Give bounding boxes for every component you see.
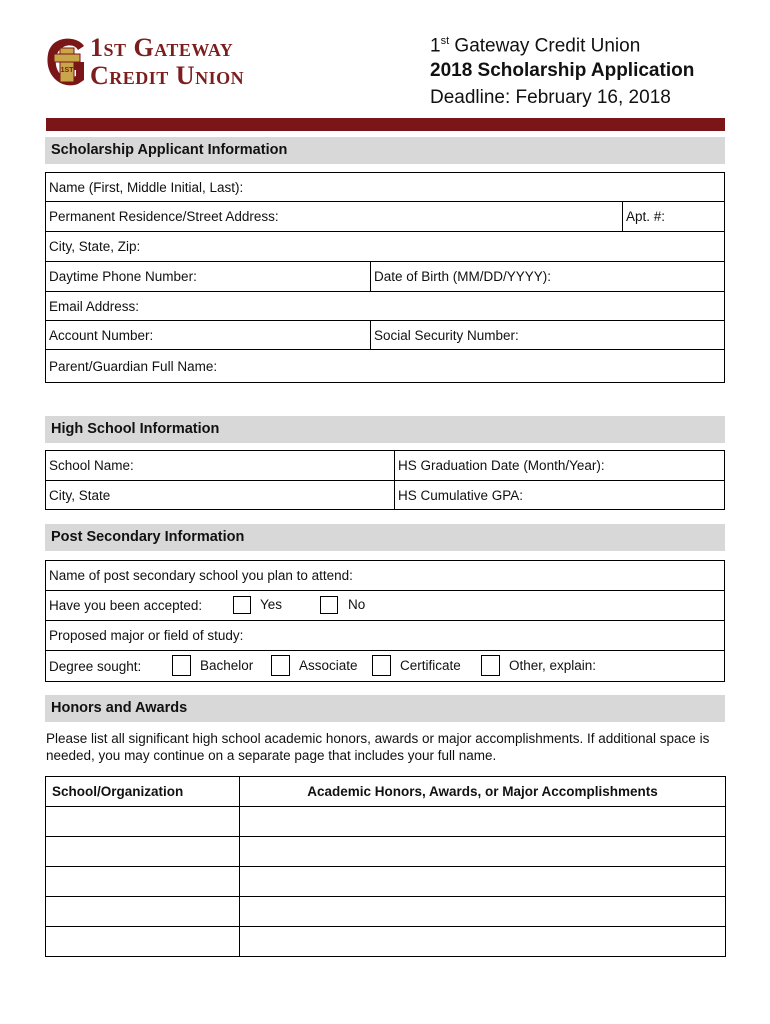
hs-city-field[interactable]: City, State <box>49 488 111 503</box>
row-accepted <box>46 591 724 621</box>
row-name <box>46 173 724 202</box>
certificate-checkbox[interactable] <box>372 655 391 676</box>
logo-line-2: Credit Union <box>90 61 245 90</box>
account-field[interactable]: Account Number: <box>49 327 154 343</box>
section-honors-heading: Honors and Awards <box>45 695 725 722</box>
no-checkbox[interactable] <box>320 596 338 614</box>
table-row <box>46 837 726 867</box>
honors-table <box>45 776 726 957</box>
row-address <box>46 202 724 232</box>
table-row <box>46 867 726 897</box>
row-city <box>46 232 724 262</box>
hs-school-field[interactable]: School Name: <box>49 458 134 473</box>
logo-mark-text: 1ST <box>60 67 74 74</box>
associate-label: Associate <box>299 658 358 673</box>
row-ps-school <box>46 561 724 591</box>
row-email <box>46 292 724 321</box>
post-secondary-form <box>45 560 725 682</box>
awards-cell[interactable] <box>240 807 726 837</box>
row-hs-city <box>46 481 724 510</box>
header-rule <box>46 118 725 131</box>
org-cell[interactable] <box>46 897 240 927</box>
other-checkbox[interactable] <box>481 655 500 676</box>
yes-label: Yes <box>260 597 283 612</box>
row-parent <box>46 350 724 382</box>
name-field[interactable]: Name (First, Middle Initial, Last): <box>49 179 244 195</box>
section-post-secondary-heading: Post Secondary Information <box>45 524 725 551</box>
hs-gpa-field[interactable]: HS Cumulative GPA: <box>394 481 724 510</box>
logo-mark-icon <box>44 32 90 90</box>
city-state-zip-field[interactable]: City, State, Zip: <box>49 239 141 254</box>
applicant-form <box>45 172 725 383</box>
honors-instructions: Please list all significant high school academic honors, awards or major accomplishments. If additional space is needed, you may continue on a separate page that includes your full name. <box>46 731 710 763</box>
yes-checkbox[interactable] <box>233 596 251 614</box>
address-field[interactable]: Permanent Residence/Street Address: <box>49 209 279 224</box>
bachelor-checkbox[interactable] <box>172 655 191 676</box>
high-school-form <box>45 450 725 510</box>
logo-line-1: 1st Gateway <box>90 33 234 62</box>
section-applicant-heading: Scholarship Applicant Information <box>45 137 725 164</box>
logo <box>44 32 284 90</box>
org-name: 1st Gateway Credit Union <box>430 35 641 57</box>
ps-school-field[interactable]: Name of post secondary school you plan to attend: <box>49 568 353 583</box>
phone-field[interactable]: Daytime Phone Number: <box>49 269 197 284</box>
email-field[interactable]: Email Address: <box>49 298 140 314</box>
row-major <box>46 621 724 651</box>
awards-cell[interactable] <box>240 837 726 867</box>
col-org-header: School/Organization <box>46 777 240 807</box>
certificate-label: Certificate <box>400 658 461 673</box>
dob-field[interactable]: Date of Birth (MM/DD/YYYY): <box>370 262 724 291</box>
table-row <box>46 897 726 927</box>
org-cell[interactable] <box>46 927 240 957</box>
awards-cell[interactable] <box>240 927 726 957</box>
row-degree <box>46 651 724 681</box>
col-awards-header: Academic Honors, Awards, or Major Accomplishments <box>240 777 726 807</box>
accepted-label: Have you been accepted: <box>49 598 203 613</box>
associate-checkbox[interactable] <box>271 655 290 676</box>
bachelor-label: Bachelor <box>200 658 254 673</box>
deadline: Deadline: February 16, 2018 <box>430 87 671 108</box>
section-high-school-heading: High School Information <box>45 416 725 443</box>
table-row <box>46 927 726 957</box>
awards-cell[interactable] <box>240 897 726 927</box>
degree-label: Degree sought: <box>49 658 142 674</box>
form-title: 2018 Scholarship Application <box>430 60 695 81</box>
apt-field[interactable]: Apt. #: <box>622 202 724 231</box>
other-label: Other, explain: <box>509 658 597 673</box>
row-school <box>46 451 724 481</box>
org-cell[interactable] <box>46 867 240 897</box>
awards-cell[interactable] <box>240 867 726 897</box>
hs-grad-date-field[interactable]: HS Graduation Date (Month/Year): <box>394 451 724 480</box>
org-cell[interactable] <box>46 807 240 837</box>
org-cell[interactable] <box>46 837 240 867</box>
table-row <box>46 807 726 837</box>
parent-field[interactable]: Parent/Guardian Full Name: <box>49 358 218 374</box>
ssn-field[interactable]: Social Security Number: <box>370 321 724 349</box>
row-account <box>46 321 724 350</box>
honors-header-row <box>46 777 726 807</box>
major-field[interactable]: Proposed major or field of study: <box>49 628 244 643</box>
no-label: No <box>348 597 366 612</box>
row-phone <box>46 262 724 292</box>
